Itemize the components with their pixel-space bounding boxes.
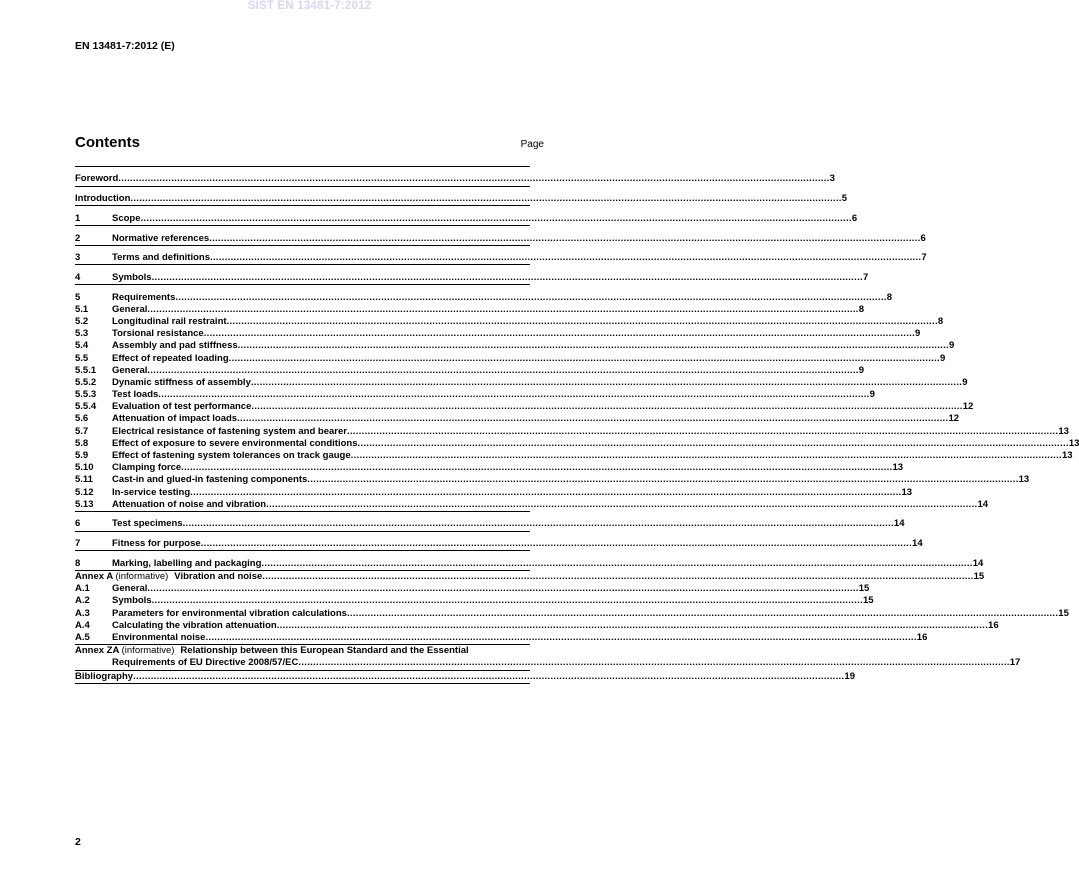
- toc-entry-a-1[interactable]: A.1 General .................................................................................................................................................................................................................................................. 15: [75, 583, 870, 595]
- separator-line: [75, 683, 530, 684]
- toc-entry-5-6[interactable]: 5.6 Attenuation of impact loads .................................................................................................................................................................................................................................................. 12: [75, 413, 960, 425]
- toc-entry-5-1[interactable]: 5.1 General .................................................................................................................................................................................................................................................. 8: [75, 303, 865, 315]
- toc-entry-1[interactable]: 1 Scope .................................................................................................................................................................................................................................................. 6: [75, 212, 858, 224]
- toc-entry-5-5-2[interactable]: 5.5.2 Dynamic stiffness of assembly .................................................................................................................................................................................................................................................. 9: [75, 376, 968, 388]
- toc-entry-5-5-4[interactable]: 5.5.4 Evaluation of test performance .................................................................................................................................................................................................................................................. 12: [75, 401, 974, 413]
- table-of-contents: [75, 166, 1079, 684]
- toc-entry-5-10[interactable]: 5.10 Clamping force .................................................................................................................................................................................................................................................. 13: [75, 462, 904, 474]
- toc-entry-4[interactable]: 4 Symbols .................................................................................................................................................................................................................................................. 7: [75, 271, 869, 283]
- toc-entry-5-12[interactable]: 5.12 In-service testing .................................................................................................................................................................................................................................................. 13: [75, 486, 913, 498]
- toc-entry-5-3[interactable]: 5.3 Torsional resistance .................................................................................................................................................................................................................................................. 9: [75, 328, 921, 340]
- document-id: EN 13481-7:2012 (E): [75, 40, 175, 52]
- toc-entry-5-5-1[interactable]: 5.5.1 General .................................................................................................................................................................................................................................................. 9: [75, 364, 865, 376]
- toc-entry-5-5-3[interactable]: 5.5.3 Test loads .................................................................................................................................................................................................................................................. 9: [75, 389, 875, 401]
- toc-entry-8[interactable]: 8 Marking, labelling and packaging .................................................................................................................................................................................................................................................. 14: [75, 557, 984, 569]
- toc-entry-a-3[interactable]: A.3 Parameters for environmental vibration calculations .................................................................................................................................................................................................................................................. 15: [75, 607, 1069, 619]
- page-column-label: Page: [520, 139, 544, 150]
- toc-entry-5-9[interactable]: 5.9 Effect of fastening system tolerances on track gauge .................................................................................................................................................................................................................................................. 13: [75, 450, 1073, 462]
- toc-entry-5-13[interactable]: 5.13 Attenuation of noise and vibration .................................................................................................................................................................................................................................................. 14: [75, 498, 989, 510]
- toc-entry-a-4[interactable]: A.4 Calculating the vibration attenuation .................................................................................................................................................................................................................................................. 16: [75, 619, 999, 631]
- toc-entry-3[interactable]: 3 Terms and definitions .................................................................................................................................................................................................................................................. 7: [75, 252, 927, 264]
- toc-entry-bibliography[interactable]: Bibliography .................................................................................................................................................................................................................................................. 19: [75, 670, 855, 682]
- toc-entry-5-8[interactable]: 5.8 Effect of exposure to severe environmental conditions .................................................................................................................................................................................................................................................. 13: [75, 437, 1079, 449]
- toc-entry-5-2[interactable]: 5.2 Longitudinal rail restraint .................................................................................................................................................................................................................................................. 8: [75, 315, 944, 327]
- toc-entry-5-5[interactable]: 5.5 Effect of repeated loading .................................................................................................................................................................................................................................................. 9: [75, 352, 946, 364]
- watermark: SIST EN 13481-7:2012: [247, 0, 372, 12]
- toc-entry-annex-za[interactable]: Annex ZA (informative) Relationship between this European Standard and the Essential Requirements of EU Directive 2008/57/EC .................................................................................................................................................................................................................................................. 17: [75, 645, 1021, 669]
- toc-entry-annex-a[interactable]: Annex A (informative) Vibration and noise .................................................................................................................................................................................................................................................. 15: [75, 571, 985, 583]
- toc-entry-5[interactable]: 5 Requirements .................................................................................................................................................................................................................................................. 8: [75, 291, 892, 303]
- toc-entry-6[interactable]: 6 Test specimens .................................................................................................................................................................................................................................................. 14: [75, 518, 905, 530]
- toc-entry-5-11[interactable]: 5.11 Cast-in and glued-in fastening components .................................................................................................................................................................................................................................................. 13: [75, 474, 1030, 486]
- toc-entry-2[interactable]: 2 Normative references .................................................................................................................................................................................................................................................. 6: [75, 232, 926, 244]
- toc-entry-5-7[interactable]: 5.7 Electrical resistance of fastening system and bearer .................................................................................................................................................................................................................................................. 13: [75, 425, 1069, 437]
- toc-entry-introduction[interactable]: Introduction .................................................................................................................................................................................................................................................. 5: [75, 193, 848, 205]
- toc-entry-a-2[interactable]: A.2 Symbols .................................................................................................................................................................................................................................................. 15: [75, 595, 874, 607]
- toc-entry-5-4[interactable]: 5.4 Assembly and pad stiffness .................................................................................................................................................................................................................................................. 9: [75, 340, 955, 352]
- contents-heading: Contents: [75, 134, 140, 151]
- toc-entry-a-5[interactable]: A.5 Environmental noise .................................................................................................................................................................................................................................................. 16: [75, 631, 928, 643]
- toc-entry-foreword[interactable]: Foreword .................................................................................................................................................................................................................................................. 3: [75, 173, 835, 185]
- toc-entry-7[interactable]: 7 Fitness for purpose .................................................................................................................................................................................................................................................. 14: [75, 538, 923, 550]
- page-number: 2: [75, 836, 81, 848]
